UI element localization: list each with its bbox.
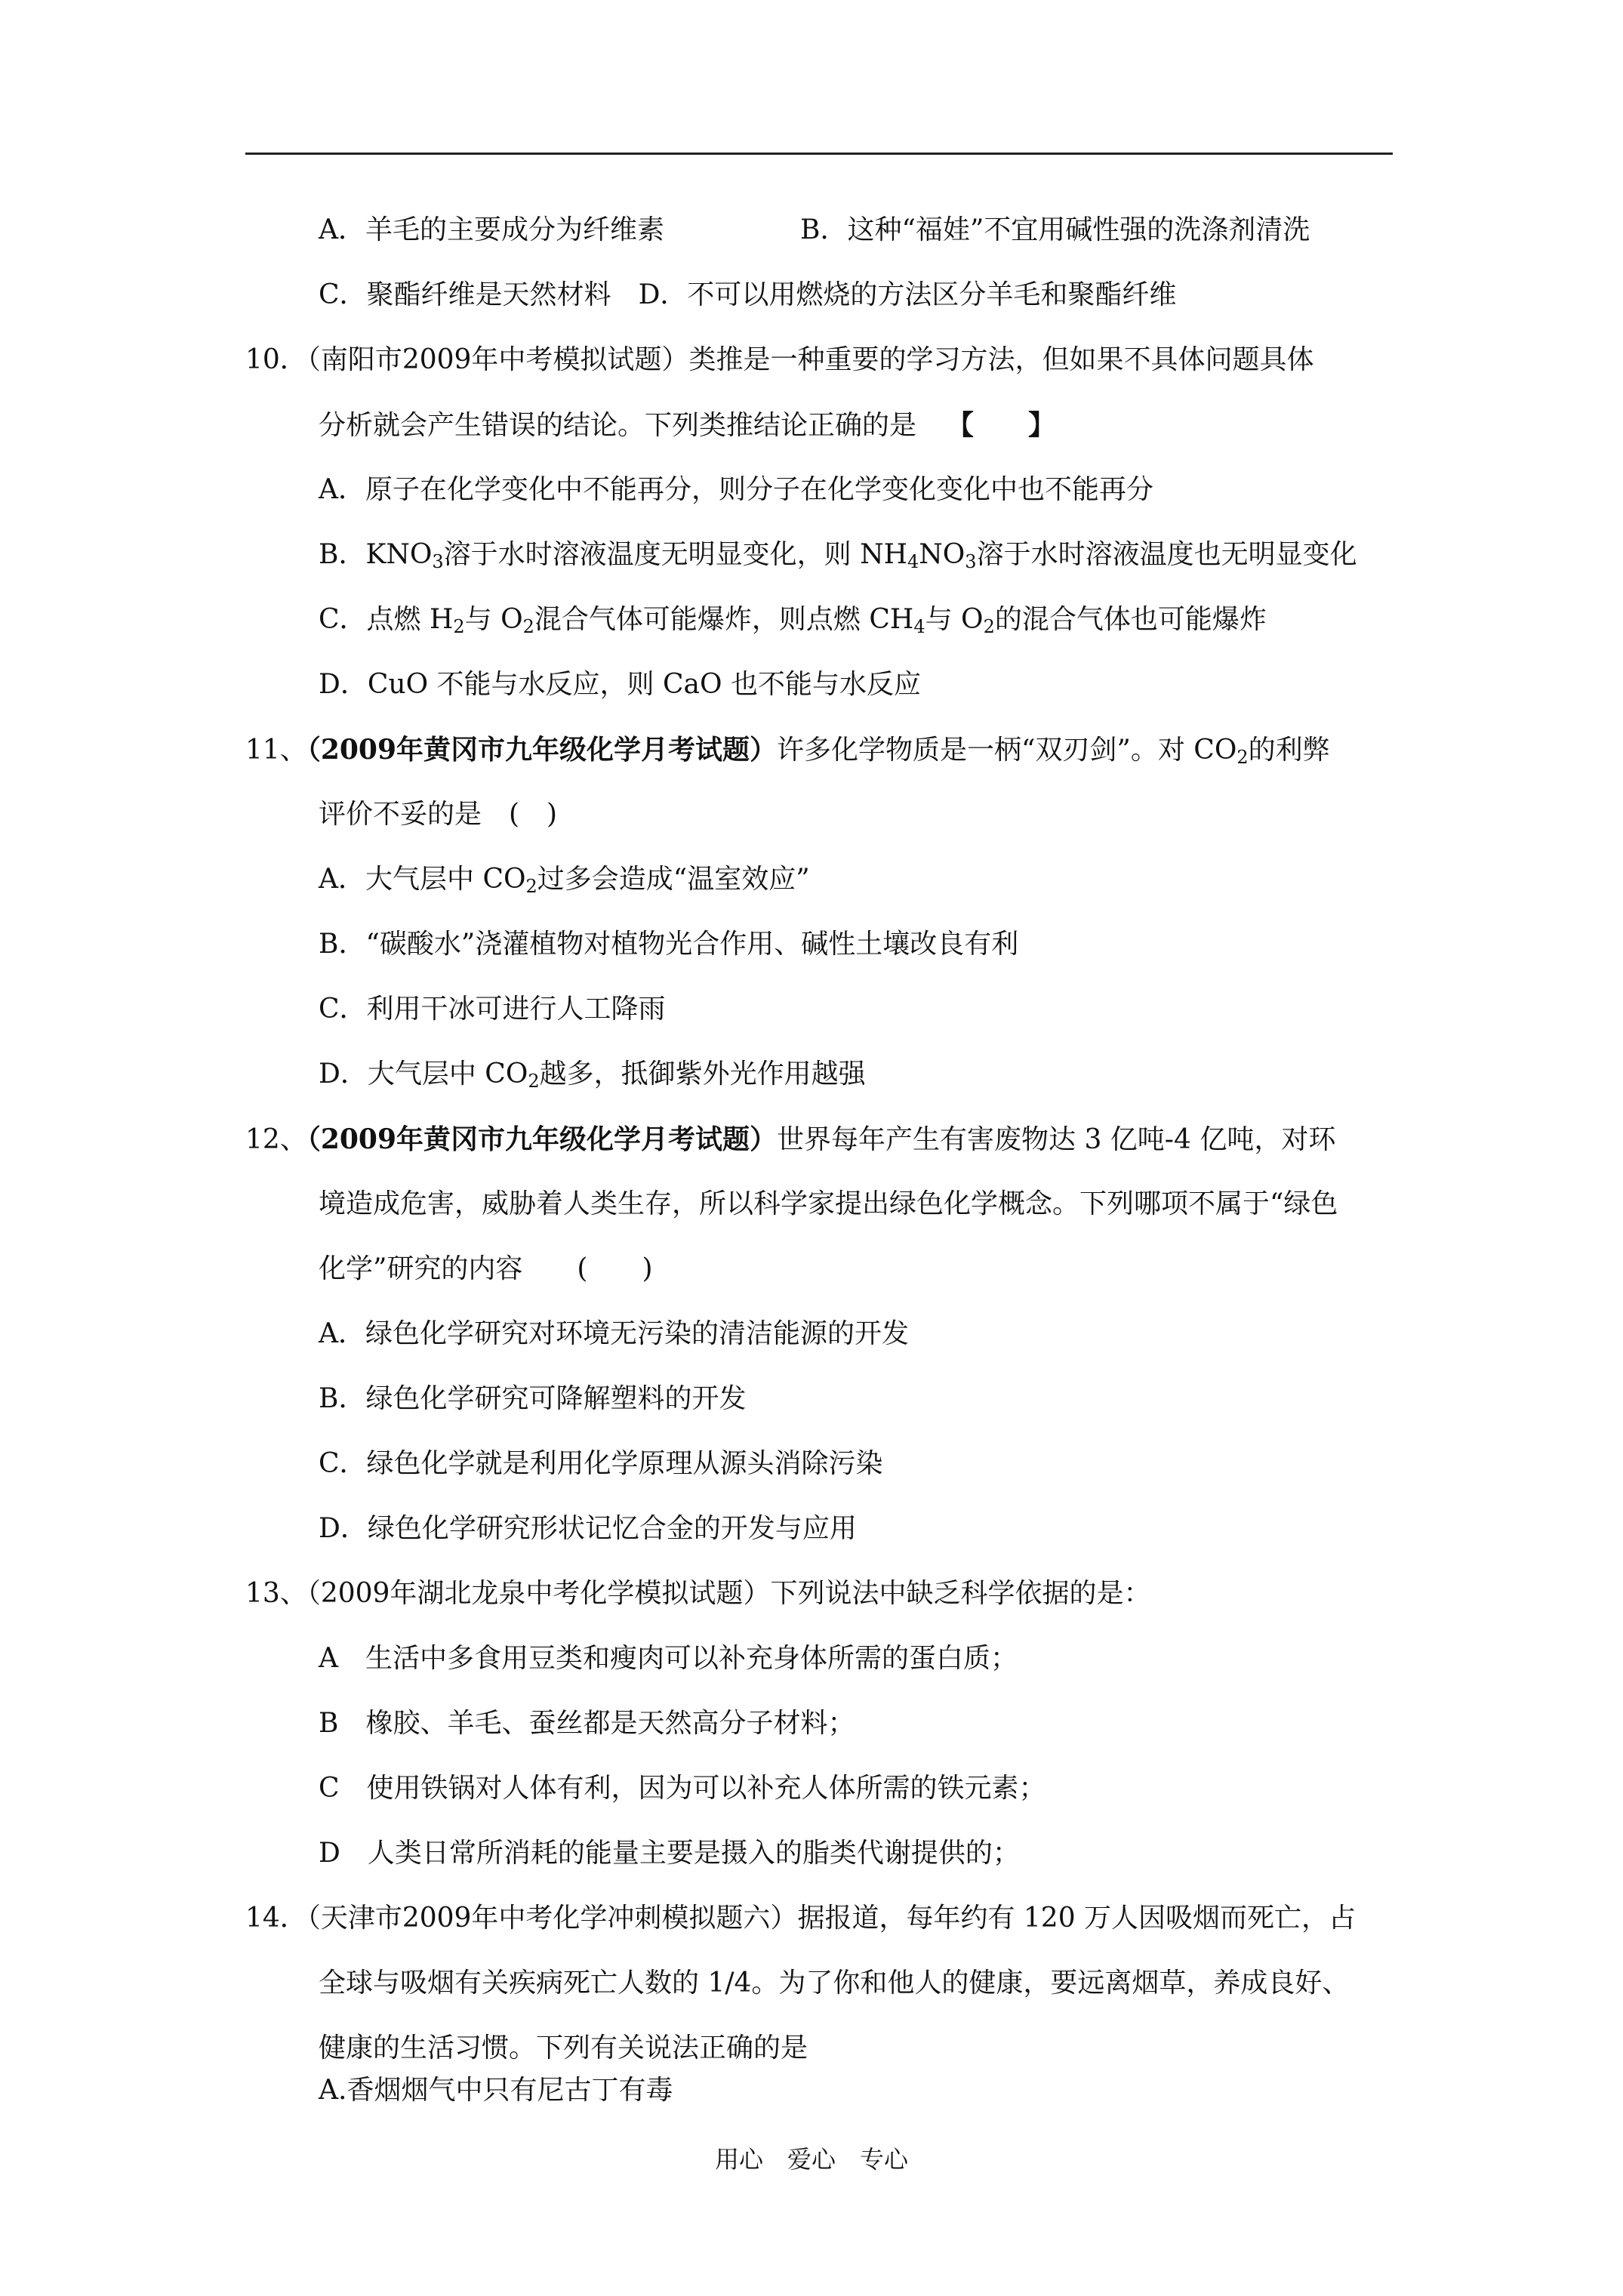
q14-stem-line2: 全球与吸烟有关疾病死亡人数的 1/4。为了你和他人的健康，要远离烟草，养成良好、 xyxy=(319,1968,1350,1999)
q12-stem-line2: 境造成危害，威胁着人类生存，所以科学家提出绿色化学概念。下列哪项不属于“绿色 xyxy=(319,1188,1338,1219)
q9-option-c: C．聚酯纤维是天然材料 xyxy=(319,279,611,310)
q11-number: 11、 xyxy=(245,735,307,766)
q12-stem-line3: 化学”研究的内容 ( ) xyxy=(319,1253,653,1284)
q9-option-cd xyxy=(319,276,1176,314)
q14-source: （天津市2009年中考化学冲刺模拟题六） xyxy=(306,1903,798,1934)
q13-option-c: C 使用铁锅对人体有利，因为可以补充人体所需的铁元素； xyxy=(319,1773,1046,1804)
q12-stem-line1: 12、（2009年黄冈市九年级化学月考试题）世界每年产生有害废物达 3 亿吨-4 亿吨，对环 xyxy=(245,1123,1336,1155)
q12-option-a: A．绿色化学研究对环境无污染的清洁能源的开发 xyxy=(319,1318,909,1349)
q10-option-b: B．$KNO_3$溶于水时溶液温度无明显变化，则 $NH_4NO_3$溶于水时溶液温度也无明显变化 xyxy=(319,539,1357,572)
q10-stem-line1: 10．（南阳市2009年中考模拟试题）类推是一种重要的学习方法，但如果不具体问题具体 xyxy=(245,344,1314,375)
q13-number: 13、 xyxy=(245,1578,307,1609)
q10-number: 10． xyxy=(245,344,307,375)
q9-option-b: B．这种“福娃”不宜用碱性强的洗涤剂清洗 xyxy=(800,214,1310,245)
q10-option-a: A．原子在化学变化中不能再分，则分子在化学变化变化中也不能再分 xyxy=(319,474,1153,505)
q12-option-b: B．绿色化学研究可降解塑料的开发 xyxy=(319,1383,747,1414)
q11-option-d: D．大气层中 $CO_2$越多，抵御紫外光作用越强 xyxy=(319,1059,866,1092)
q12-number: 12、 xyxy=(245,1124,307,1155)
q10-option-c: C．点燃 $H_2$与 $O_2$混合气体可能爆炸，则点燃 $CH_4$与 $O_2$的混合气体也可能爆炸 xyxy=(319,604,1267,637)
q10-stem-line2: 分析就会产生错误的结论。下列类推结论正确的是 【 】 xyxy=(319,409,1056,441)
header-rule xyxy=(245,153,1393,155)
q11-option-a: A．大气层中 $CO_2$过多会造成“温室效应” xyxy=(319,864,810,897)
q14-stem-line1: 14．（天津市2009年中考化学冲刺模拟题六）据报道，每年约有 120 万人因吸烟而死亡，占 xyxy=(245,1903,1357,1934)
q13-source: （2009年湖北龙泉中考化学模拟试题） xyxy=(306,1578,771,1609)
q14-stem-line3: 健康的生活习惯。下列有关说法正确的是 xyxy=(319,2032,808,2063)
q12-source: （2009年黄冈市九年级化学月考试题） xyxy=(306,1123,778,1155)
answer-bracket: 【 】 xyxy=(947,409,1056,441)
q14-option-a: A.香烟烟气中只有尼古丁有毒 xyxy=(319,2075,673,2106)
q11-option-b: B．“碳酸水”浇灌植物对植物光合作用、碱性土壤改良有利 xyxy=(319,929,1019,960)
q9-option-d: D．不可以用燃烧的方法区分羊毛和聚酯纤维 xyxy=(638,279,1177,310)
q11-option-c: C．利用干冰可进行人工降雨 xyxy=(319,994,666,1025)
q13-option-d: D 人类日常所消耗的能量主要是摄入的脂类代谢提供的； xyxy=(319,1838,1020,1869)
q10-source: （南阳市2009年中考模拟试题） xyxy=(306,344,689,375)
q9-option-a: A．羊毛的主要成分为纤维素 xyxy=(319,214,664,245)
q12-option-d: D．绿色化学研究形状记忆合金的开发与应用 xyxy=(319,1513,857,1544)
q13-option-b: B 橡胶、羊毛、蚕丝都是天然高分子材料； xyxy=(319,1708,855,1739)
q11-stem-line1: 11、（2009年黄冈市九年级化学月考试题）许多化学物质是一柄“双刃剑”。对 $CO_2$的利弊 xyxy=(245,734,1330,768)
q11-source: （2009年黄冈市九年级化学月考试题） xyxy=(306,734,778,766)
page-footer: 用心 爱心 专心 xyxy=(714,2145,908,2174)
q13-stem: 13、（2009年湖北龙泉中考化学模拟试题）下列说法中缺乏科学依据的是： xyxy=(245,1578,1151,1609)
q14-number: 14． xyxy=(245,1903,307,1934)
q12-option-c: C．绿色化学就是利用化学原理从源头消除污染 xyxy=(319,1448,883,1479)
q13-option-a: A 生活中多食用豆类和瘦肉可以补充身体所需的蛋白质； xyxy=(319,1643,1018,1674)
q11-stem-line2: 评价不妥的是 ( ) xyxy=(319,799,558,830)
q10-option-d: D．CuO 不能与水反应，则 CaO 也不能与水反应 xyxy=(319,669,921,700)
